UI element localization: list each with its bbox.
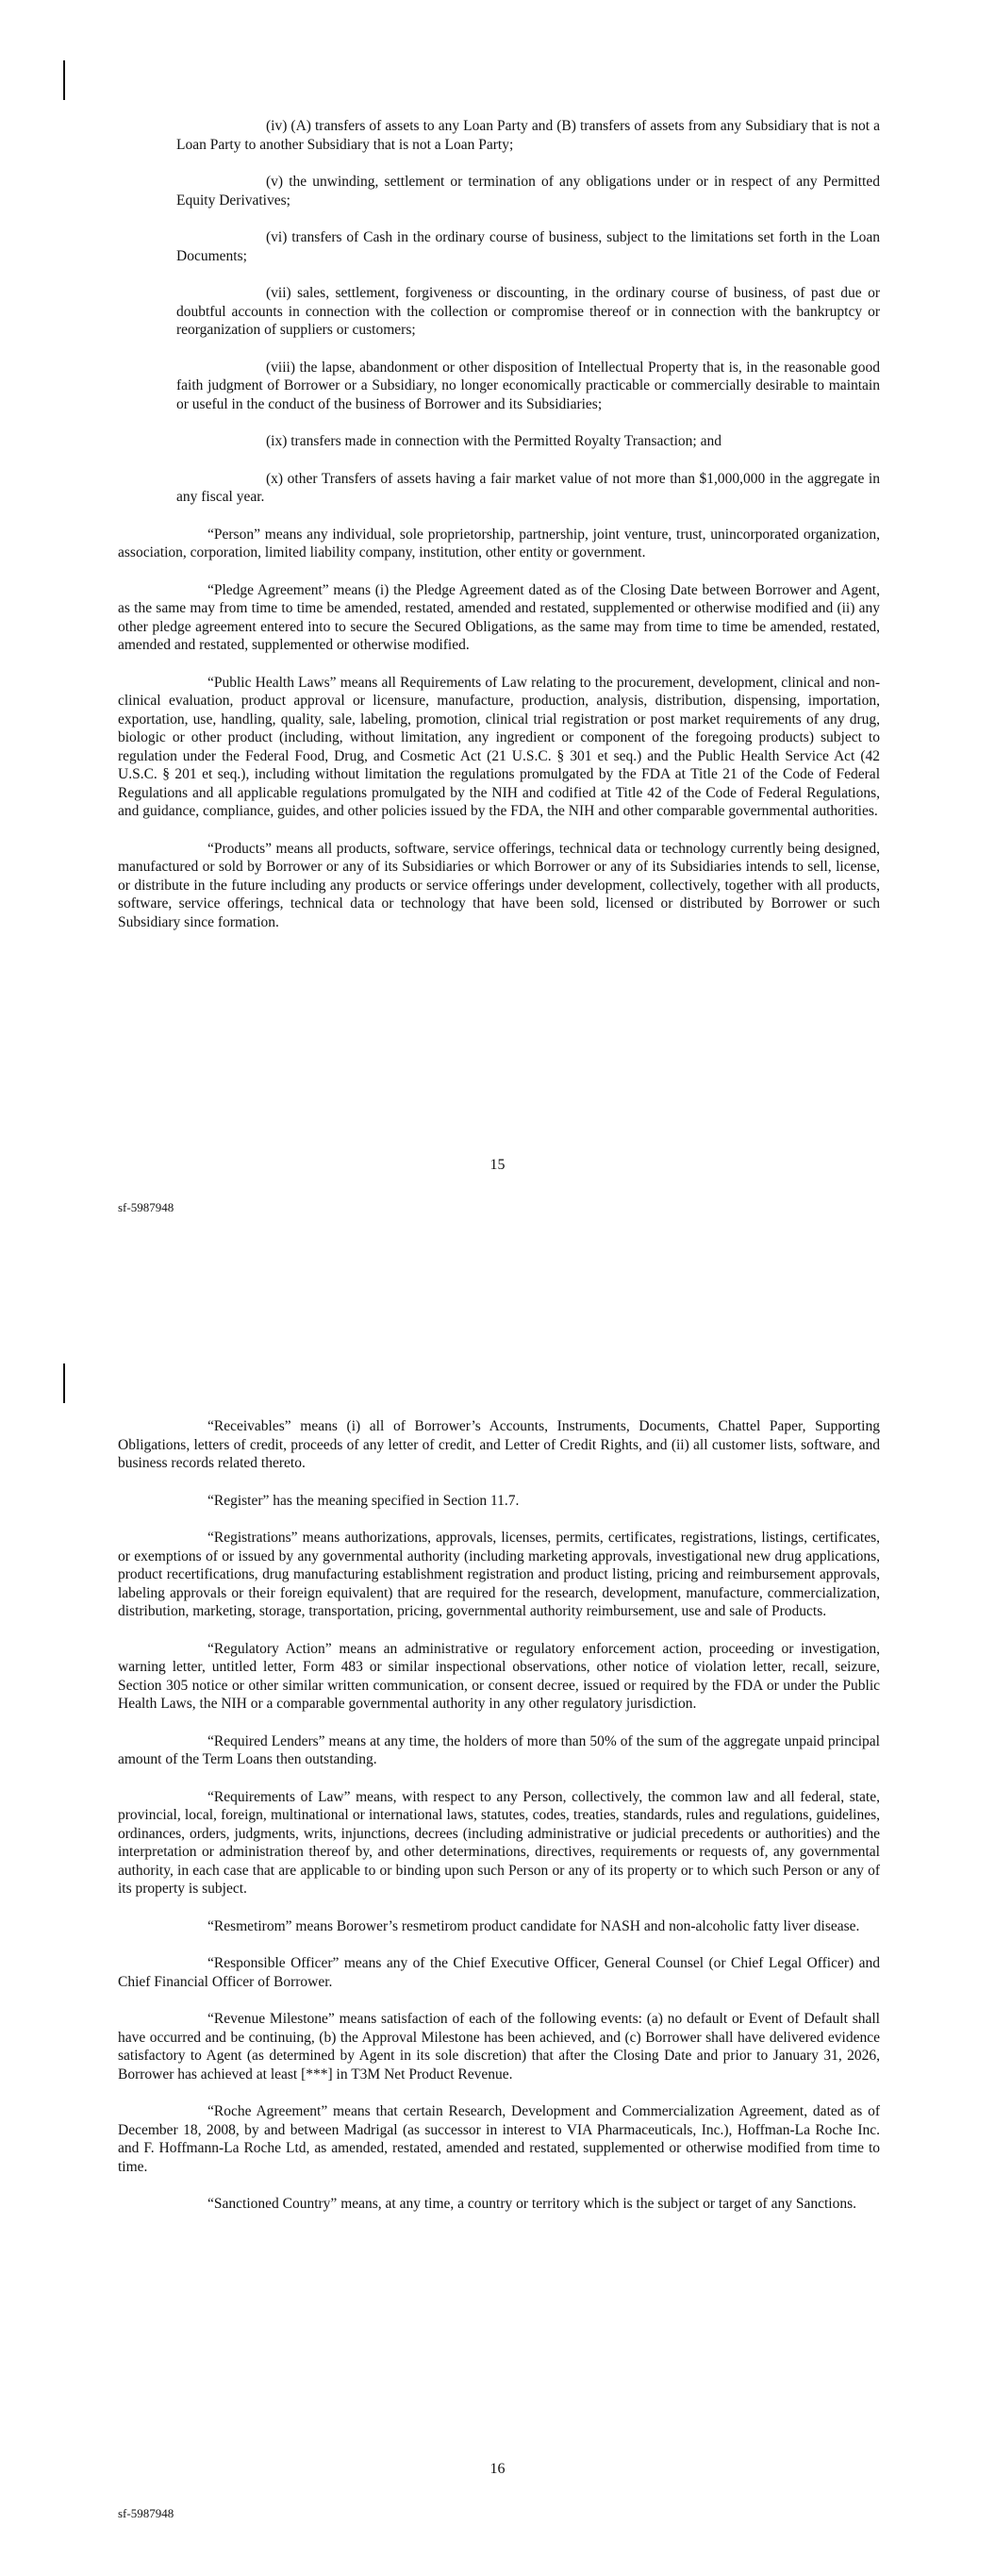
page-body — [118, 1417, 880, 2233]
list-item: (viii) the lapse, abandonment or other disposition of Intellectual Property that is, in the reasonable good faith judgment of Borrower or a Subsidiary, no longer economically practicable or commercially desirable to maintain or useful in the conduct of the business of Borrower and its Subsidiaries; — [176, 359, 880, 412]
document-id: sf-5987948 — [118, 2506, 174, 2520]
definition-paragraph: “Sanctioned Country” means, at any time, a country or territory which is the subject or target of any Sanctions. — [207, 2196, 856, 2212]
definition-paragraph: “Receivables” means (i) all of Borrower’s Accounts, Instruments, Documents, Chattel Paper, Supporting Obligations, letters of credit, proceeds of any letter of credit, and Letter of Credit Rights, and (ii) all customer lists, software, and business records related thereto. — [118, 1418, 880, 1471]
page-number: 15 — [489, 1157, 506, 1173]
list-item: (x) other Transfers of assets having a fair market value of not more than $1,000,000 in the aggregate in any fiscal year. — [176, 470, 880, 505]
document-id: sf-5987948 — [118, 1200, 174, 1214]
definition-paragraph: “Registrations” means authorizations, approvals, licenses, permits, certificates, registrations, listings, certificates, or exemptions of or issued by any governmental authority (including marketing approvals, investigational new drug applications, product recertifications, drug manufacturing establishment registration and product listing, pricing and reimbursement approvals, labeling approvals or their foreign equivalent) that are required for the research, development, manufacture, commercialization, distribution, marketing, storage, transportation, pricing, governmental authority reimbursement, use and sale of Products. — [118, 1530, 880, 1619]
list-item: (vi) transfers of Cash in the ordinary course of business, subject to the limitations set forth in the Loan Documents; — [176, 229, 880, 264]
page-body — [118, 117, 880, 950]
list-item: (vii) sales, settlement, forgiveness or discounting, in the ordinary course of business, of past due or doubtful accounts in connection with the collection or compromise thereof or in connection with the bankruptcy or reorganization of suppliers or customers; — [176, 285, 880, 338]
page-16 — [0, 1288, 995, 2576]
revision-bar — [63, 1363, 65, 1403]
definition-paragraph: “Resmetirom” means Borower’s resmetirom product candidate for NASH and non-alcoholic fatty liver disease. — [207, 1917, 860, 1934]
definition-paragraph: “Roche Agreement” means that certain Research, Development and Commercialization Agreement, dated as of December 18, 2008, by and between Madrigal (as successor in interest to VIA Pharmaceuticals, Inc.), Hoffman-La Roche Inc. and F. Hoffmann-La Roche Ltd, as amended, restated, amended and restated, supplemented or otherwise modified from time to time. — [118, 2103, 880, 2175]
definition-paragraph: “Responsible Officer” means any of the Chief Executive Officer, General Counsel (or Chief Legal Officer) and Chief Financial Officer of Borrower. — [118, 1955, 880, 1990]
page-number: 16 — [489, 2461, 506, 2477]
list-item: (iv) (A) transfers of assets to any Loan Party and (B) transfers of assets from any Subsidiary that is not a Loan Party to another Subsidiary that is not a Loan Party; — [176, 118, 880, 153]
definition-paragraph: “Regulatory Action” means an administrative or regulatory enforcement action, proceeding or investigation, warning letter, untitled letter, Form 483 or similar inspectional observations, other notice of violation letter, recall, seizure, Section 305 notice or other similar written communication, or consent decree, issued or required by the FDA or under the Public Health Laws, the NIH or a comparable governmental authority in any other regulatory jurisdiction. — [118, 1640, 880, 1712]
revision-bar — [63, 60, 65, 100]
definition-paragraph: “Pledge Agreement” means (i) the Pledge Agreement dated as of the Closing Date between Borrower and Agent, as the same may from time to time be amended, restated, amended and restated, supplemented or otherwise modified and (ii) any other pledge agreement entered into to secure the Secured Obligations, as the same may from time to time be amended, restated, amended and restated, supplemented or otherwise modified. — [118, 581, 880, 653]
definition-paragraph: “Person” means any individual, sole proprietorship, partnership, joint venture, trust, unincorporated organization, association, corporation, limited liability company, institution, other entity or government. — [118, 526, 880, 560]
definition-paragraph: “Public Health Laws” means all Requirements of Law relating to the procurement, development, clinical and non-clinical evaluation, product approval or licensure, manufacture, production, analysis, distribution, dispensing, importation, exportation, use, handling, quality, sale, labeling, promotion, clinical trial registration or post market requirements of any drug, biologic or other product (including, without limitation, any ingredient or component of the foregoing products) subject to regulation under the Federal Food, Drug, and Cosmetic Act (21 U.S.C. § 301 et seq.) and the Public Health Service Act (42 U.S.C. § 201 et seq.), including without limitation the regulations promulgated by the FDA at Title 21 of the Code of Federal Regulations and all applicable regulations promulgated by the NIH and codified at Title 42 of the Code of Federal Regulations, and guidance, compliance, guides, and other policies issued by the FDA, the NIH and other comparable governmental authorities. — [118, 674, 880, 819]
definition-paragraph: “Requirements of Law” means, with respect to any Person, collectively, the common law and all federal, state, provincial, local, foreign, multinational or international laws, statutes, codes, treaties, standards, rules and regulations, guidelines, ordinances, orders, judgments, writs, injunctions, decrees (including administrative or judicial precedents or authorities) and the interpretation or administration thereof by, and other determinations, directives, requirements or requests of, any governmental authority, in each case that are applicable to or binding upon such Person or any of its property or to which such Person or any of its property is subject. — [118, 1788, 880, 1897]
list-item: (ix) transfers made in connection with the Permitted Royalty Transaction; and — [266, 433, 721, 449]
definition-paragraph: “Products” means all products, software, service offerings, technical data or technology currently being designed, manufactured or sold by Borrower or any of its Subsidiaries or which Borrower or any of its Subsidiaries intends to sell, license, or distribute in the future including any products or service offerings under development, collectively, together with all products, software, service offerings, technical data or technology that have been sold, licensed or distributed by Borrower or such Subsidiary since formation. — [118, 840, 880, 930]
definition-paragraph: “Revenue Milestone” means satisfaction of each of the following events: (a) no default or Event of Default shall have occurred and be continuing, (b) the Approval Milestone has been achieved, and (c) Borrower shall have delivered evidence satisfactory to Agent (as determined by Agent in its sole discretion) that after the Closing Date and prior to January 31, 2026, Borrower has achieved at least [***] in T3M Net Product Revenue. — [118, 2011, 880, 2083]
definition-paragraph: “Required Lenders” means at any time, the holders of more than 50% of the sum of the aggregate unpaid principal amount of the Term Loans then outstanding. — [118, 1732, 880, 1767]
definition-paragraph: “Register” has the meaning specified in Section 11.7. — [207, 1492, 520, 1509]
list-item: (v) the unwinding, settlement or termination of any obligations under or in respect of any Permitted Equity Derivatives; — [176, 174, 880, 209]
